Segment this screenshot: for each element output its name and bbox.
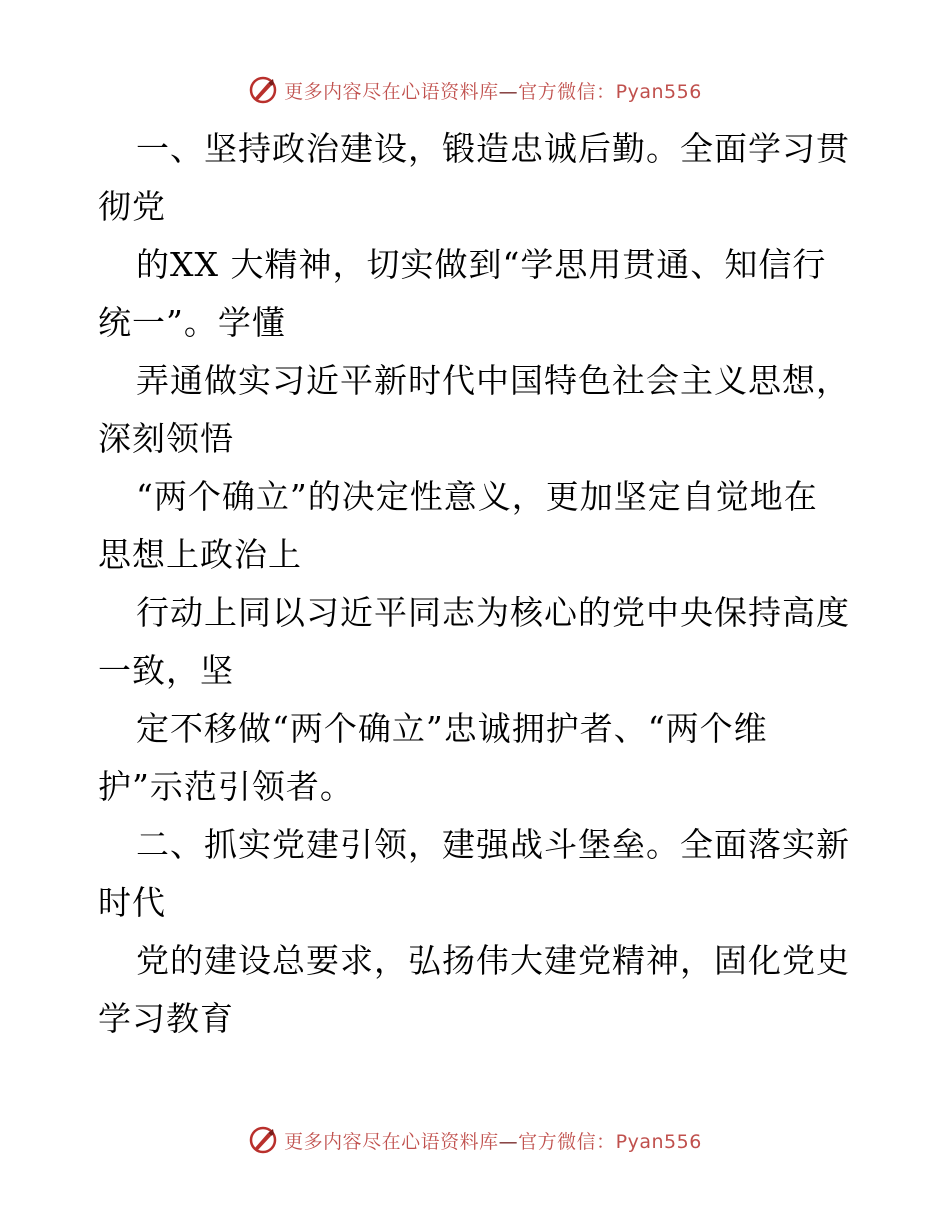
text-line: 思想上政治上	[98, 535, 302, 574]
text-line: 统一”。学懂	[98, 303, 286, 342]
pen-quill-logo-icon	[248, 75, 278, 105]
banner-main-text: 更多内容尽在心语资料库	[284, 1130, 499, 1153]
text-line: 定不移做“两个确立”忠诚拥护者、“两个维	[136, 709, 768, 748]
banner-dash: —	[498, 1130, 519, 1153]
text-line: 行动上同以习近平同志为核心的党中央保持高度	[136, 593, 850, 632]
text-line: 深刻领悟	[98, 419, 234, 458]
banner-wechat-text: 官方微信：Pyan556	[518, 80, 702, 103]
banner-wechat-text: 官方微信：Pyan556	[518, 1130, 702, 1153]
text-line: 护”示范引领者。	[98, 767, 354, 806]
text-line: 彻党	[98, 187, 166, 226]
banner-dash: —	[498, 80, 519, 103]
text-line: 的XX 大精神，切实做到“学思用贯通、知信行	[136, 245, 827, 284]
text-line: 一致，坚	[98, 651, 234, 690]
banner-main-text: 更多内容尽在心语资料库	[284, 80, 499, 103]
text-line: 一、坚持政治建设，锻造忠诚后勤。全面学习贯	[136, 129, 850, 168]
footer-banner	[0, 1120, 950, 1160]
text-line: “两个确立”的决定性意义，更加坚定自觉地在	[136, 477, 818, 516]
text-line: 二、抓实党建引领，建强战斗堡垒。全面落实新	[136, 825, 850, 864]
text-line: 弄通做实习近平新时代中国特色社会主义思想，	[136, 361, 850, 400]
pen-quill-logo-icon	[248, 1125, 278, 1155]
header-banner	[0, 70, 950, 110]
document-body	[98, 120, 858, 1048]
text-line: 党的建设总要求，弘扬伟大建党精神，固化党史	[136, 941, 850, 980]
text-line: 时代	[98, 883, 166, 922]
text-line: 学习教育	[98, 999, 234, 1038]
